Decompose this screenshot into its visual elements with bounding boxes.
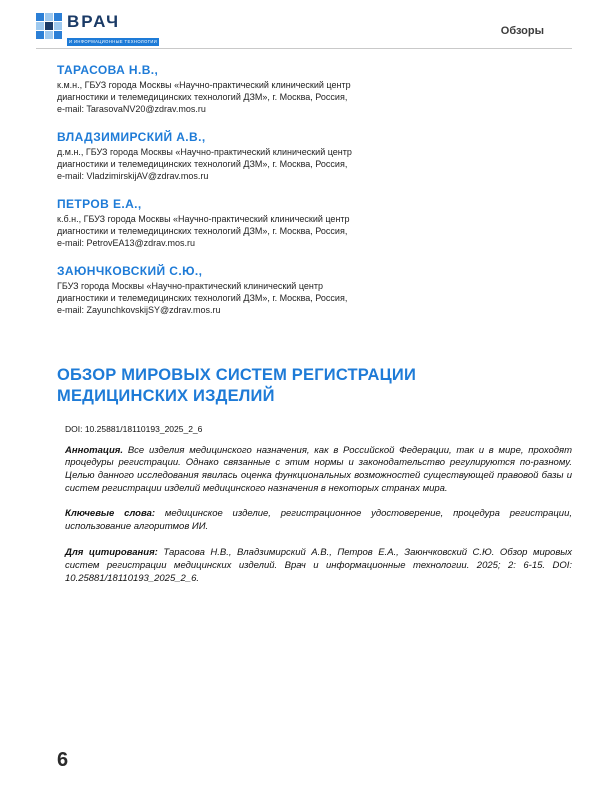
page-header (36, 13, 572, 48)
citation-label: Для цитирования: (65, 547, 158, 559)
author-name: ТАРАСОВА Н.В., (57, 63, 159, 77)
logo-title: ВРАЧ (67, 12, 121, 31)
author-block (57, 197, 572, 250)
author-name: ЗАЮНЧКОВСКИЙ С.Ю., (57, 263, 203, 278)
author-email: e-mail: TarasovaNV20@zdrav.mos.ru (57, 103, 206, 114)
page-number: 6 (57, 749, 69, 771)
author-affiliation: к.м.н., ГБУЗ города Москвы «Научно-практический клинический центр диагностики и телемедицинских технологий ДЗМ», г. Москва, Россия, (57, 80, 351, 102)
abstract-text: Все изделия медицинского назначения, как в Российской Федерации, так и в мире, проходят процедуры регистрации. Однако связанные с этим нормы и законодательство регулируются по-разному. Целью данного исследования явилась оценка функциональных возможностей существующей правовой базы и систем регистрации изделий медицинского назначения в некоторых странах мира. (65, 444, 573, 494)
keywords-paragraph (65, 508, 572, 534)
article-title: ОБЗОР МИРОВЫХ СИСТЕМ РЕГИСТРАЦИИ МЕДИЦИНСКИХ ИЗДЕЛИЙ (57, 365, 417, 405)
section-label: Обзоры (500, 25, 544, 37)
author-block (57, 130, 572, 183)
logo-text-block (67, 13, 159, 48)
author-name: ВЛАДЗИМИРСКИЙ А.В., (57, 129, 206, 144)
author-name: ПЕТРОВ Е.А., (57, 196, 142, 211)
keywords-text: медицинское изделие, регистрационное удостоверение, процедура регистрации, использование алгоритмов ИИ. (65, 507, 573, 532)
author-block (57, 63, 572, 116)
author-block (57, 264, 572, 317)
pixel-mosaic-grid-icon (36, 13, 62, 39)
author-affiliation: к.б.н., ГБУЗ города Москвы «Научно-практический клинический центр диагностики и телемедицинских технологий ДЗМ», г. Москва, Россия, (57, 213, 350, 236)
author-affiliation: ГБУЗ города Москвы «Научно-практический клинический центр диагностики и телемедицинских технологий ДЗМ», г. Москва, Россия, (57, 280, 348, 303)
citation-paragraph (65, 547, 572, 585)
keywords-label: Ключевые слова: (65, 507, 156, 519)
author-email: e-mail: PetrovEA13@zdrav.mos.ru (57, 237, 196, 248)
article-meta (65, 424, 572, 586)
page-content (57, 63, 572, 598)
header-divider (36, 48, 572, 49)
authors-list (57, 63, 572, 317)
author-email: e-mail: ZayunchkovskijSY@zdrav.mos.ru (57, 304, 221, 315)
abstract-label: Аннотация. (65, 444, 124, 456)
doi: DOI: 10.25881/18110193_2025_2_6 (65, 423, 203, 434)
author-email: e-mail: VladzimirskijAV@zdrav.mos.ru (57, 170, 209, 181)
author-affiliation: д.м.н., ГБУЗ города Москвы «Научно-практический клинический центр диагностики и телемедицинских технологий ДЗМ», г. Москва, Россия, (57, 146, 352, 169)
journal-logo (36, 13, 159, 48)
abstract-paragraph (65, 445, 572, 496)
logo-subtitle: И ИНФОРМАЦИОННЫЕ ТЕХНОЛОГИИ (69, 39, 158, 44)
citation-text: Тарасова Н.В., Владзимирский А.В., Петров Е.А., Заюнчковский С.Ю. Обзор мировых систем регистрации медицинских изделий. Врач и информационные технологии. 2025; 2: 6-15. DOI: 10.25881/18110193_2025_2_6. (65, 547, 573, 585)
